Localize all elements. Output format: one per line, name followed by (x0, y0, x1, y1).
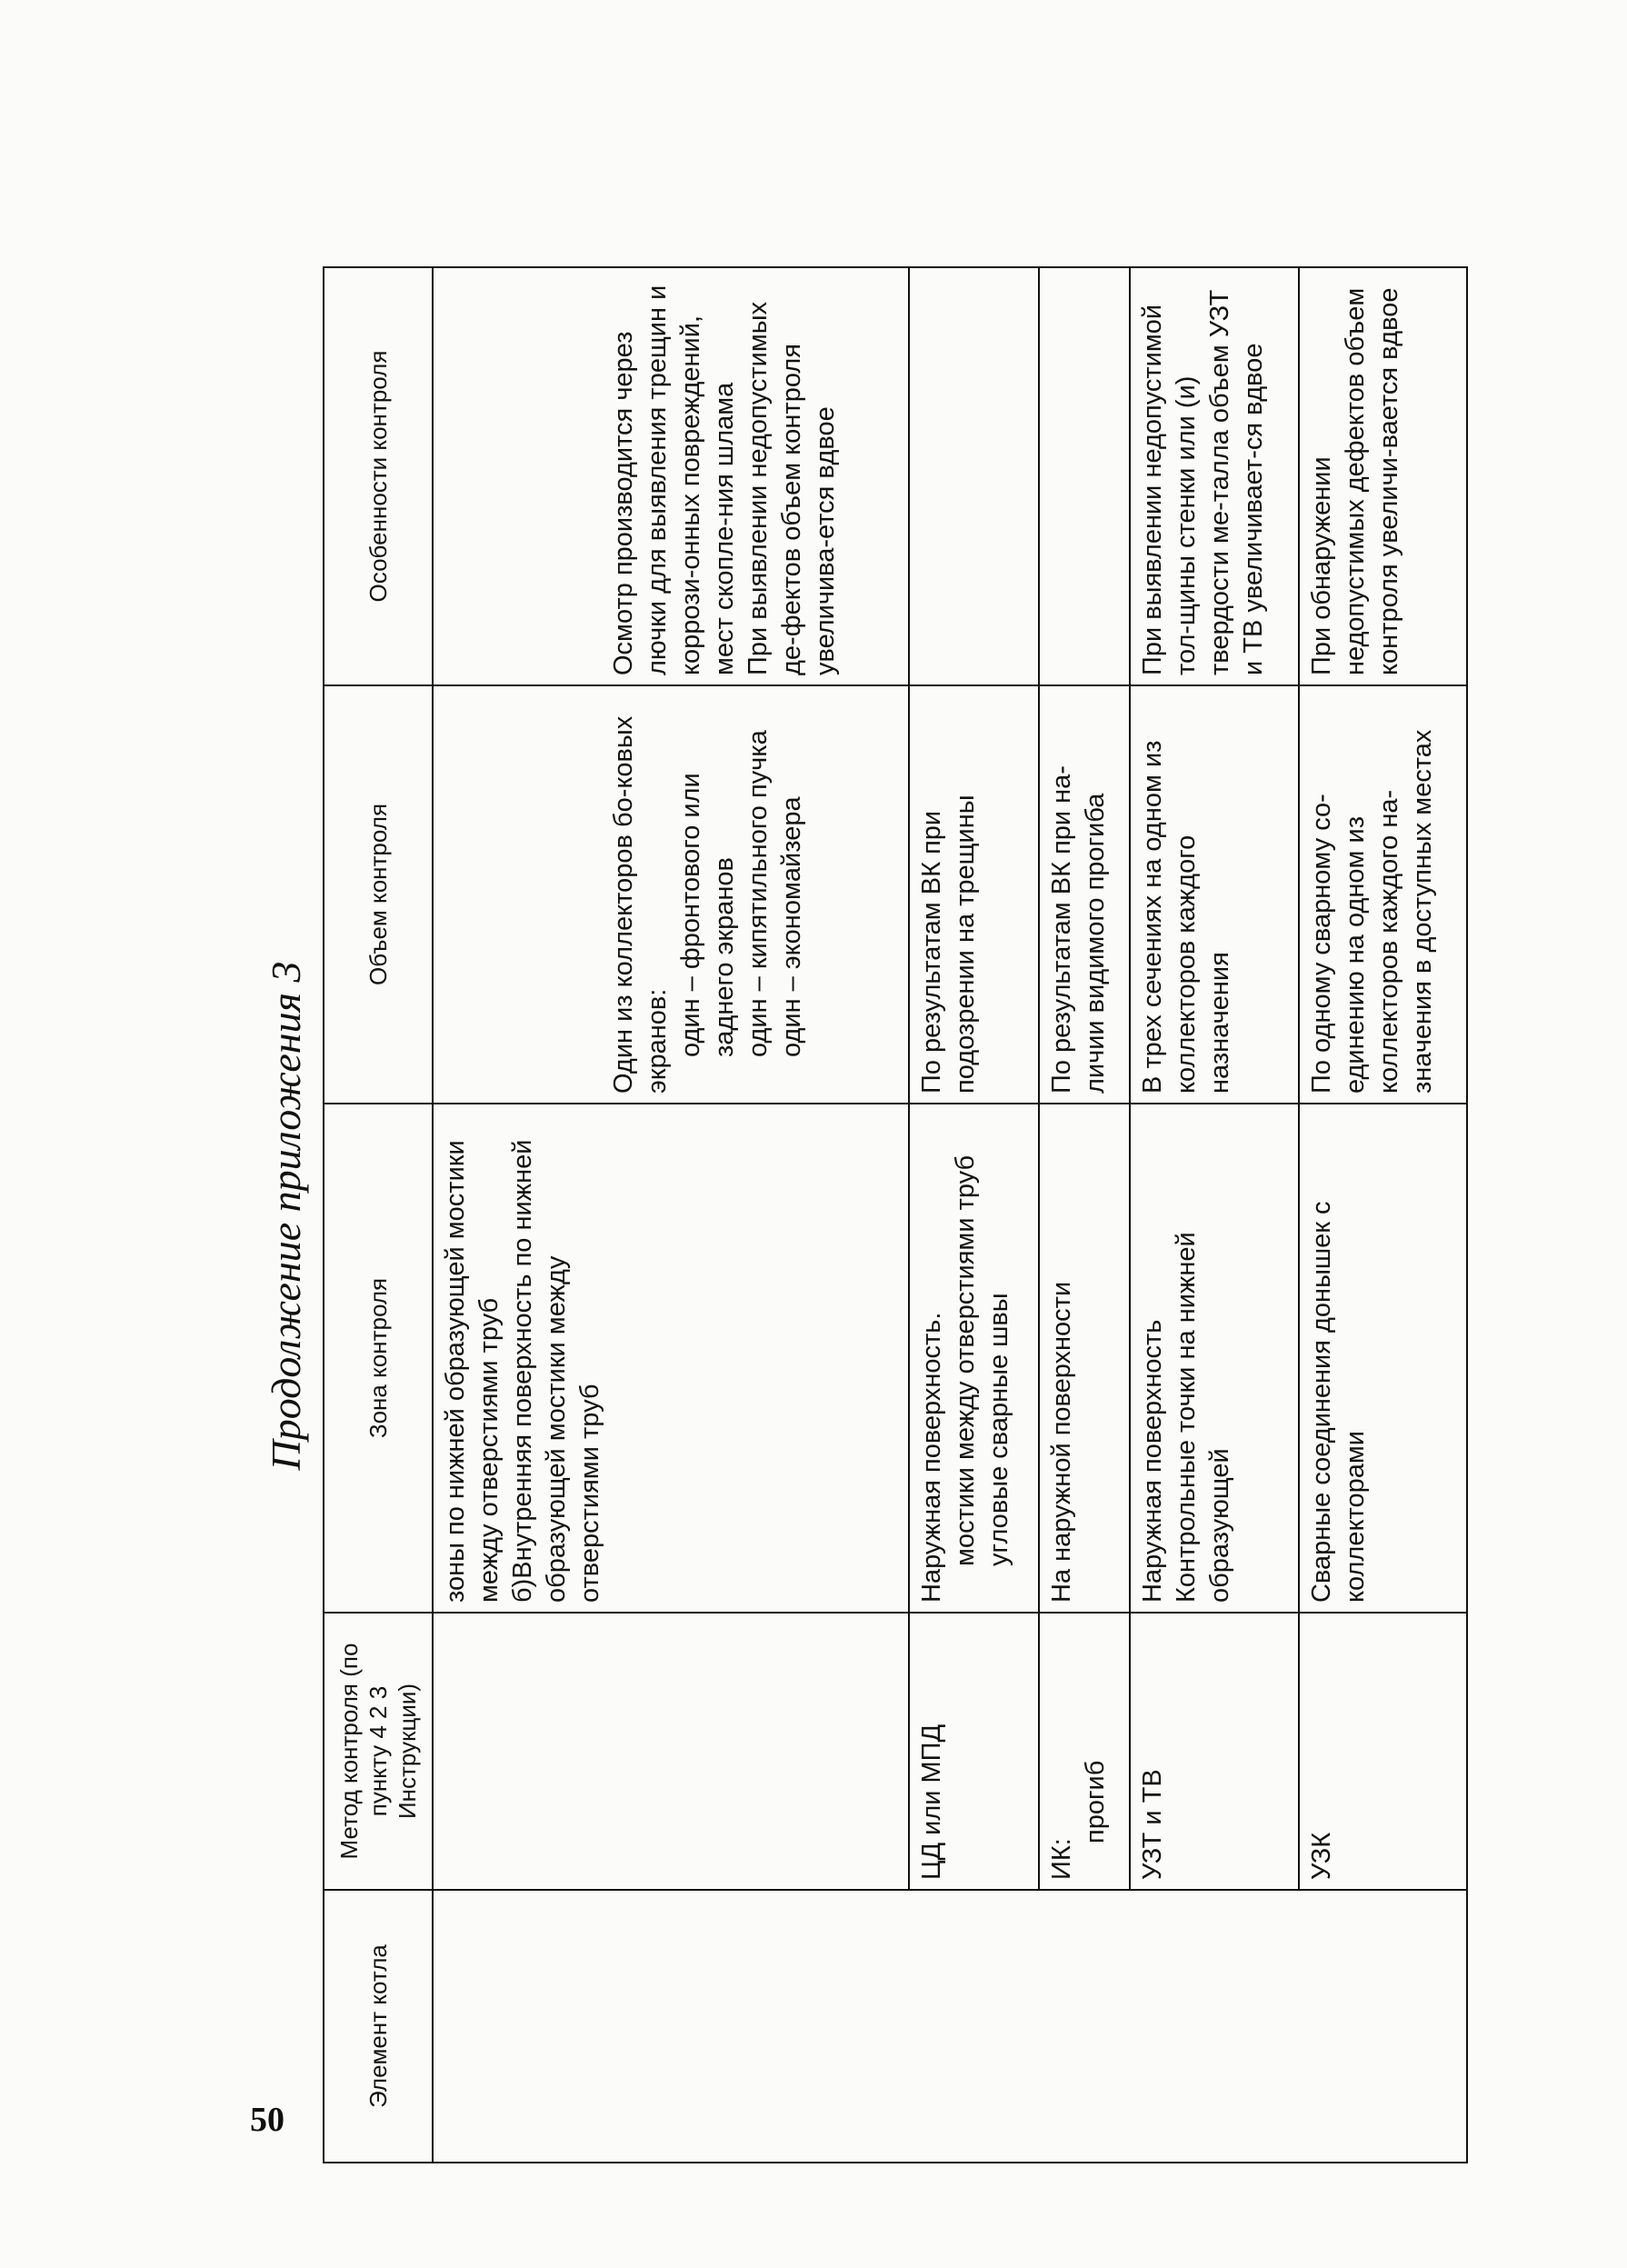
features-cell: При обнаружении недопустимых дефектов объем контроля увеличи-вается вдвое (1299, 267, 1467, 685)
volume-cell: В трех сечениях на одном из коллекторов каждого назначения (1130, 685, 1298, 1104)
zone-text: б)Внутренняя поверхность по нижней образующей мостики между отверстиями труб (508, 1132, 604, 1603)
zone-cell: Сварные соединения донышек с коллекторами (1299, 1104, 1467, 1613)
method-cell: ЦД или МПД (909, 1613, 1039, 1890)
method-text: ИК: (1046, 1838, 1076, 1880)
features-cell (1039, 267, 1131, 685)
page-number: 50 (250, 2101, 284, 2139)
method-text: прогиб (1080, 1760, 1110, 1843)
page-caption: Продолжение приложения 3 (263, 961, 309, 1471)
features-text: При выявлении недопустимых де-фектов объем контроля увеличива-ется вдвое (744, 294, 840, 675)
zone-cell (1130, 1104, 1298, 1613)
volume-cell: По одному сварному со-единению на одном из коллекторов каждого на-значения в доступных местах (1299, 685, 1467, 1104)
zone-text: зоны по нижней образующей мостики между отверстиями труб (441, 1133, 504, 1603)
zone-text: Контрольные точки на нижней образующей (1172, 1224, 1235, 1603)
method-cell (1039, 1613, 1131, 1890)
zone-text: Наружная поверхность. (916, 1312, 946, 1603)
table-row (1130, 267, 1298, 2163)
header-element: Элемент котла (324, 1890, 433, 2163)
volume-text: один – кипятильного пучка (744, 730, 773, 1057)
method-cell: УЗК (1299, 1613, 1467, 1890)
volume-cell: По результатам ВК при на-личии видимого прогиба (1039, 685, 1131, 1104)
zone-text: мостики между отверстиями труб (950, 1154, 980, 1566)
volume-text: Один из коллекторов бо-ковых экранов: (609, 708, 672, 1094)
volume-cell: По результатам ВК при подозрении на трещины (909, 685, 1039, 1104)
header-volume: Объем контроля (324, 685, 433, 1104)
volume-text: один – фронтового или заднего экранов (676, 765, 739, 1057)
features-cell (433, 267, 909, 685)
volume-text: один – экономайзера (777, 796, 806, 1057)
zone-text: Наружная поверхность (1138, 1319, 1168, 1603)
zone-cell: На наружной поверхности (1039, 1104, 1131, 1613)
table-row (1299, 267, 1467, 2163)
element-cell (433, 1890, 1467, 2163)
features-cell (909, 267, 1039, 685)
method-cell: УЗТ и ТВ (1130, 1613, 1298, 1890)
table-row (909, 267, 1039, 2163)
method-cell (433, 1613, 909, 1890)
features-text (439, 277, 607, 675)
volume-cell (433, 685, 909, 1104)
zone-cell (909, 1104, 1039, 1613)
table-row (433, 267, 909, 2163)
table-header-row (324, 267, 433, 2163)
features-text: Осмотр производится через лючки для выявления трещин и коррози-онных повреждений, мест скопле-ния шлама (609, 277, 739, 675)
header-features: Особенности контроля (324, 267, 433, 685)
zone-cell (433, 1104, 909, 1613)
header-zone: Зона контроля (324, 1104, 433, 1613)
table-row (1039, 267, 1131, 2163)
zone-text: угловые сварные швы (983, 1293, 1013, 1566)
control-table (323, 266, 1468, 2163)
volume-text (439, 695, 607, 1094)
rotated-page (255, 268, 1437, 2163)
header-method: Метод контроля (по пункту 4 2 3 Инструкции) (324, 1613, 433, 1890)
features-cell: При выявлении недопустимой тол-щины стенки или (и) твердости ме-талла объем УЗТ и ТВ увеличивает-ся вдвое (1130, 267, 1298, 685)
